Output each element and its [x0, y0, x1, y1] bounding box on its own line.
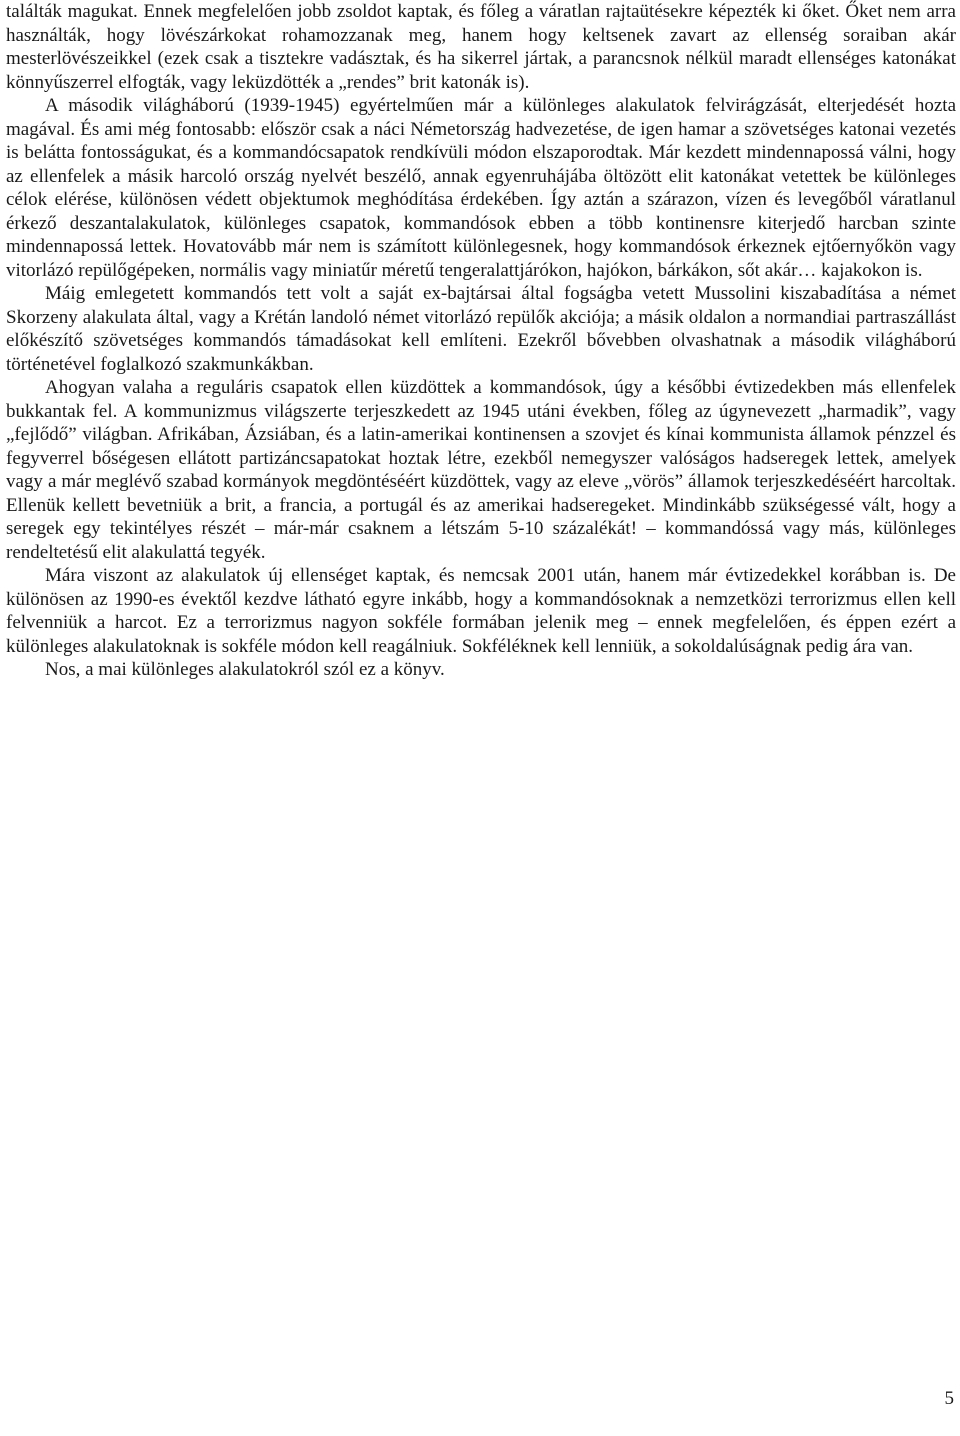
paragraph-mussolini: Máig emlegetett kommandós tett volt a saját ex-bajtársai által fogságba vetett Mussolini kiszabadítása a német Skorzeny alakulata által, vagy a Krétán landoló német vitorlázó repülők akciója; a másik oldalon a normandiai partraszállást előkészítő szövetséges kommandós támadásokat kell említeni. Ezekről bővebben olvashatnak a második világháború történetével foglalkozó szakmunkákban.: [6, 283, 956, 375]
paragraph-terrorism: Mára viszont az alakulatok új ellenséget kaptak, és nemcsak 2001 után, hanem már évtizedekkel korábban is. De különösen az 1990-es évektől kezdve látható egyre inkább, hogy a kommandósoknak a nemzetközi terrorizmus ellen kell felvenniük a harcot. Ez a terrorizmus nagyon sokféle formában jelenik meg – ennek megfelelően, és éppen ezért a különleges alakulatoknak is sokféle módon kell reagálniuk. Sokféléknek kell lenniük, a sokoldalúságnak pedig ára van.: [6, 565, 956, 657]
paragraph-ww2: A második világháború (1939-1945) egyértelműen már a különleges alakulatok felvirágzását, elterjedését hozta magával. És ami még fontosabb: először csak a náci Németország hadvezetése, de igen hamar a szövetséges katonai vezetés is belátta fontosságukat, és a kommandócsapatok rendkívüli módon elszaporodtak. Már kezdett mindennapossá válni, hogy az ellenfelek a másik harcoló ország nyelvét beszélő, annak egyenruhájába öltözött elit katonákat vetettek be különleges célok elérése, különösen védett objektumok meghódítása érdekében. Így aztán a szárazon, vízen és levegőből váratlanul érkező deszantalakulatok, különleges csapatok, kommandósok ebben a több kontinensre kiterjedő harcban szinte mindennapossá lettek. Hovatovább már nem is számított különlegesnek, hogy kommandósok érkeznek ejtőernyőkön vagy vitorlázó repülőgépeken, normális vagy miniatűr méretű tengeralattjárókon, hajókon, bárkákon, sőt akár… kajakokon is.: [6, 95, 956, 281]
paragraph-communism: Ahogyan valaha a reguláris csapatok ellen küzdöttek a kommandósok, úgy a későbbi évtizedekben más ellenfelek bukkantak fel. A kommunizmus világszerte terjeszkedett az 1945 utáni években, főleg az úgynevezett „harmadik”, vagy „fejlődő” világban. Afrikában, Ázsiában, és a latin-amerikai kontinensen a szovjet és kínai kommunista államok pénzzel és fegyverrel bőségesen ellátott partizáncsapatokat hoztak létre, ezekből nemegyszer valóságos hadseregek lettek, amelyek vagy a már meglévő szabad kormányok megdöntéséért küzdöttek, vagy az eleve „vörös” államok terjeszkedéséért harcoltak. Ellenük kellett bevetniük a brit, a francia, a portugál és az amerikai hadseregeket. Mindinkább szükségessé vált, hogy a seregek egy tekintélyes részét – már-már csaknem a létszám 5-10 százalékát! – kommandóssá vagy más, különleges rendeltetésű elit alakulattá tegyék.: [6, 377, 956, 563]
body-text: [6, 0, 956, 682]
paragraph-continued: találták magukat. Ennek megfelelően jobb zsoldot kaptak, és főleg a váratlan rajtaütésekre képezték ki őket. Őket nem arra használták, hogy lövészárkokat rohamozzanak meg, hanem hogy keltsenek zavart az ellenség soraiban akár mesterlövészeikkel (ezek csak a tisztekre vadásztak, és ha sikerrel jártak, a parancsnok nélkül maradt ellenséges katonákat könnyűszerrel elfogták, vagy leküzdötték a „rendes” brit katonák is).: [6, 1, 956, 93]
page-number: 5: [944, 1388, 954, 1409]
paragraph-conclusion: Nos, a mai különleges alakulatokról szól ez a könyv.: [45, 659, 445, 680]
